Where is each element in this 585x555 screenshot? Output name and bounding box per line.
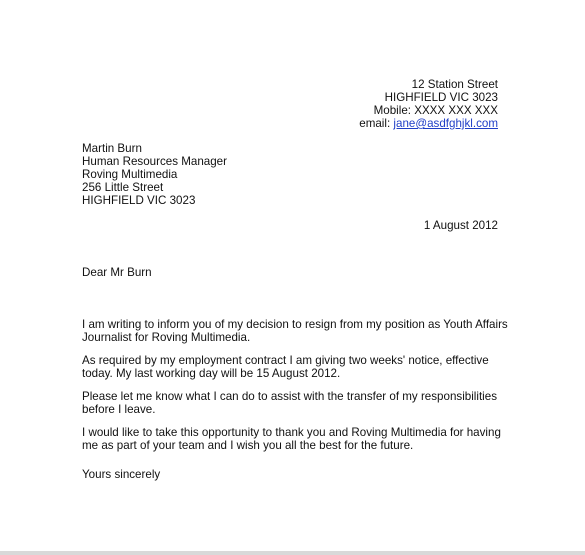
recipient-company: Roving Multimedia [82,168,178,181]
sender-email [359,117,498,130]
sender-street: 12 Station Street [411,78,498,91]
sender-suburb: HIGHFIELD VIC 3023 [384,91,498,104]
sender-mobile [359,104,498,117]
body-line: Please let me know what I can do to assist with the transfer of my responsibilities [82,390,497,403]
sender-address-block [359,78,498,130]
recipient-suburb: HIGHFIELD VIC 3023 [82,194,196,207]
recipient-street: 256 Little Street [82,181,164,194]
body-line: As required by my employment contract I am giving two weeks' notice, effective [82,354,489,367]
page-bottom-edge [0,551,585,555]
recipient-title: Human Resources Manager [82,155,227,168]
body-line: I am writing to inform you of my decision to resign from my position as Youth Affairs [82,318,508,331]
body-line: I would like to take this opportunity to thank you and Roving Multimedia for having [82,426,501,439]
sender-email-label: email: [359,117,391,130]
salutation: Dear Mr Burn [82,266,152,279]
recipient-name: Martin Burn [82,142,142,155]
body-line: before I leave. [82,403,156,416]
closing: Yours sincerely [82,468,161,481]
letter-date: 1 August 2012 [423,219,498,232]
body-line: today. My last working day will be 15 August 2012. [82,367,341,380]
recipient-address-block [82,142,227,207]
sender-email-link[interactable]: jane@asdfghjkl.com [393,117,498,130]
body-paragraph [82,354,498,380]
sender-mobile-value: XXXX XXX XXX [414,104,498,117]
body-paragraph [82,426,501,452]
letter-body [82,318,508,462]
body-line: Journalist for Roving Multimedia. [82,331,251,344]
body-paragraph [82,390,498,416]
sender-mobile-label: Mobile: [373,104,411,117]
body-line: me as part of your team and I wish you all the best for the future. [82,439,414,452]
body-paragraph [82,318,508,344]
